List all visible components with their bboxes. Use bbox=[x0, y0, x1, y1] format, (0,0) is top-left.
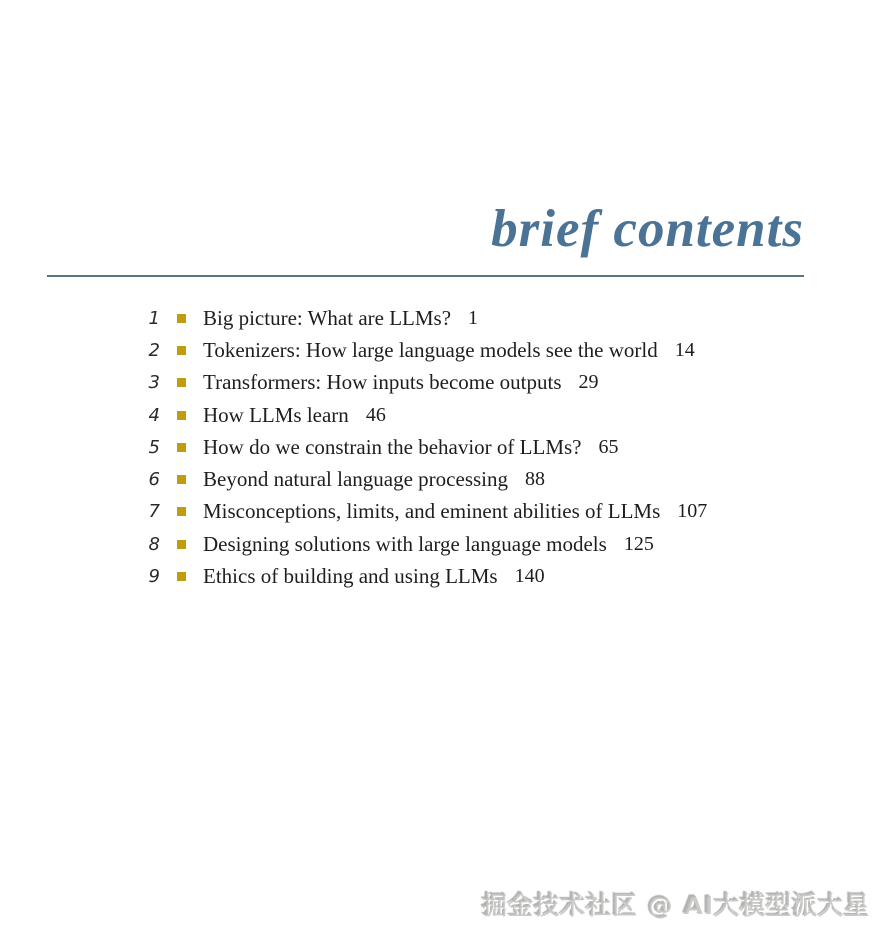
toc-row bbox=[134, 463, 707, 495]
square-bullet-icon bbox=[177, 378, 186, 387]
square-bullet-icon bbox=[177, 314, 186, 323]
chapter-title: How LLMs learn bbox=[203, 402, 349, 427]
square-bullet-icon bbox=[177, 346, 186, 355]
chapter-number: 3 bbox=[148, 372, 160, 394]
chapter-page-number: 125 bbox=[623, 532, 654, 555]
chapter-page-number: 29 bbox=[578, 371, 599, 394]
page-title: brief contents bbox=[491, 200, 804, 258]
toc-row bbox=[134, 431, 707, 463]
chapter-title: Beyond natural language processing bbox=[203, 467, 508, 492]
chapter-page-number: 140 bbox=[514, 565, 545, 588]
chapter-page-number: 88 bbox=[525, 468, 545, 491]
chapter-title: Big picture: What are LLMs? bbox=[203, 305, 452, 330]
toc-row bbox=[134, 367, 707, 399]
chapter-number: 6 bbox=[148, 469, 160, 491]
chapter-number: 1 bbox=[148, 307, 160, 329]
toc-row bbox=[134, 302, 707, 334]
chapter-title: Tokenizers: How large language models see the world bbox=[203, 337, 658, 362]
chapter-title: How do we constrain the behavior of LLMs? bbox=[203, 434, 582, 459]
toc-row bbox=[134, 334, 707, 366]
chapter-page-number: 14 bbox=[674, 338, 695, 361]
square-bullet-icon bbox=[177, 475, 186, 484]
chapter-title: Ethics of building and using LLMs bbox=[203, 564, 498, 589]
watermark: 掘金技术社区 @ AI大模型派大星 bbox=[481, 891, 870, 920]
chapter-number: 2 bbox=[148, 339, 160, 361]
chapter-number: 8 bbox=[148, 533, 160, 555]
chapter-number: 4 bbox=[148, 404, 160, 426]
toc-row bbox=[134, 528, 707, 560]
chapter-title: Designing solutions with large language models bbox=[203, 531, 607, 556]
toc-row bbox=[134, 496, 707, 528]
square-bullet-icon bbox=[177, 443, 186, 452]
square-bullet-icon bbox=[177, 411, 186, 420]
chapter-page-number: 65 bbox=[598, 435, 619, 458]
square-bullet-icon bbox=[177, 540, 186, 549]
chapter-number: 9 bbox=[148, 566, 160, 588]
chapter-page-number: 107 bbox=[677, 500, 708, 523]
chapter-number: 5 bbox=[148, 436, 160, 458]
toc-list bbox=[134, 302, 707, 593]
chapter-page-number: 1 bbox=[468, 306, 479, 329]
title-divider bbox=[47, 275, 804, 277]
chapter-title: Transformers: How inputs become outputs bbox=[203, 370, 562, 395]
square-bullet-icon bbox=[177, 507, 186, 516]
chapter-page-number: 46 bbox=[365, 403, 386, 426]
square-bullet-icon bbox=[177, 572, 186, 581]
toc-row bbox=[134, 560, 707, 592]
chapter-number: 7 bbox=[148, 501, 160, 523]
chapter-title: Misconceptions, limits, and eminent abilities of LLMs bbox=[203, 499, 661, 524]
toc-row bbox=[134, 399, 707, 431]
